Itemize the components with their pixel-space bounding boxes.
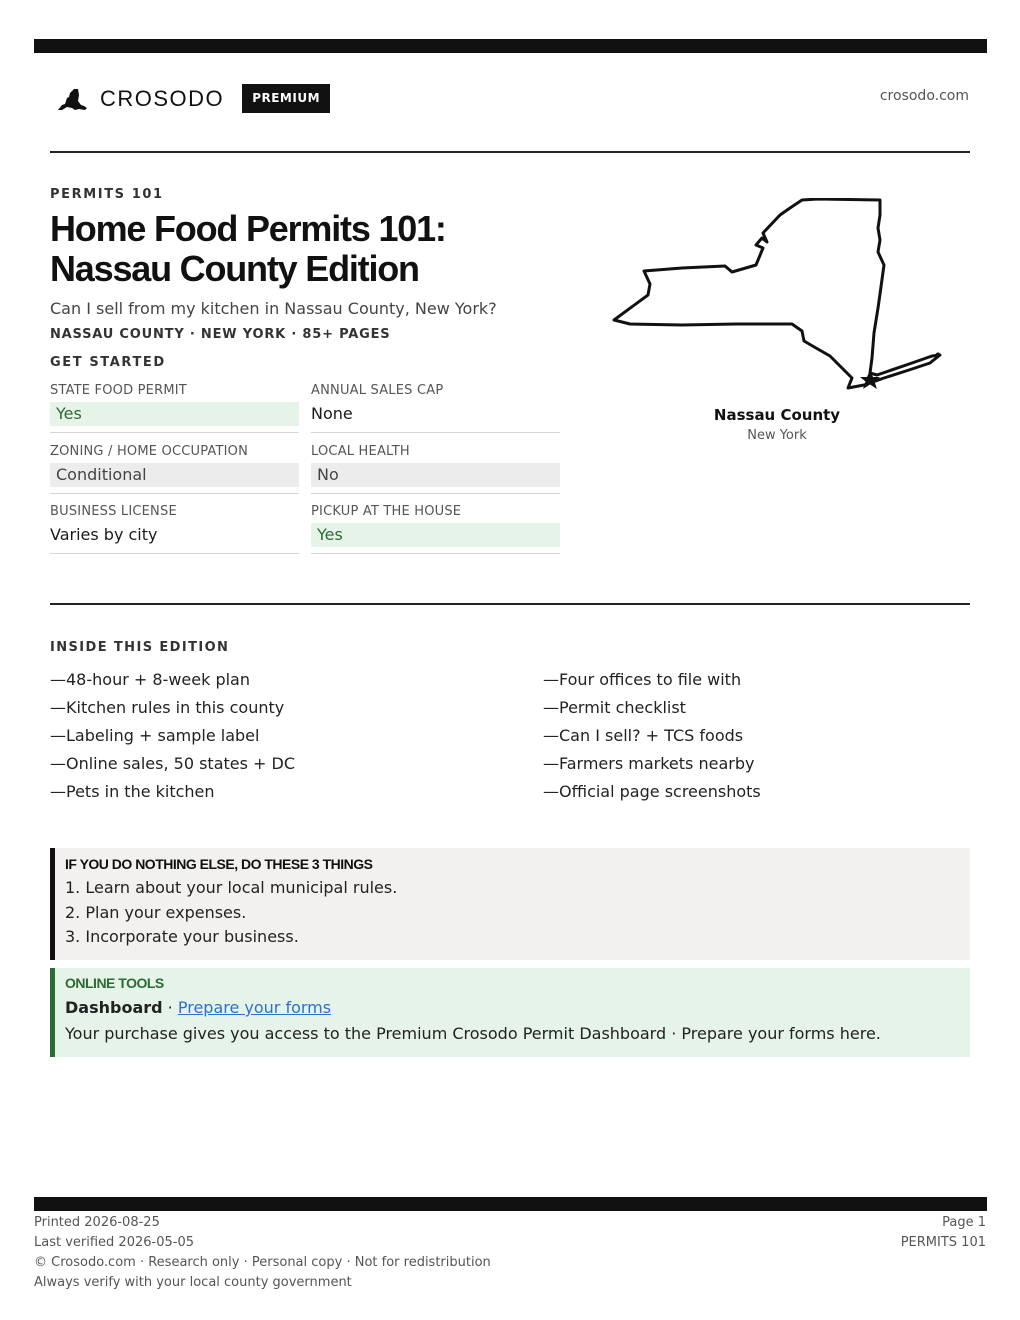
separator: · — [162, 998, 178, 1017]
fact-local-health — [311, 444, 560, 494]
list-item: —Farmers markets nearby — [543, 754, 755, 773]
bottom-bar — [34, 1197, 987, 1211]
list-item: 3. Incorporate your business. — [65, 927, 299, 946]
state-outline-map — [612, 198, 942, 393]
list-item: —Can I sell? + TCS foods — [543, 726, 744, 745]
inside-list-left — [50, 666, 295, 806]
list-item: —Four offices to file with — [543, 670, 742, 689]
section-kicker: PERMITS 101 — [50, 187, 164, 202]
fact-label: STATE FOOD PERMIT — [50, 383, 187, 398]
verified-date: Last verified 2026-05-05 — [34, 1235, 194, 1250]
top-bar — [34, 39, 987, 53]
fact-label: LOCAL HEALTH — [311, 444, 410, 459]
brand[interactable] — [54, 84, 330, 113]
fact-label: ZONING / HOME OCCUPATION — [50, 444, 249, 459]
list-item: —Permit checklist — [543, 698, 686, 717]
dashboard-label: Dashboard — [65, 998, 163, 1017]
printed-date: Printed 2026-08-25 — [34, 1215, 160, 1230]
fact-zoning — [50, 444, 299, 494]
site-url[interactable]: crosodo.com — [879, 88, 969, 104]
footer-right — [901, 1213, 986, 1253]
premium-badge: PREMIUM — [242, 84, 330, 113]
disclaimer: Always verify with your local county government — [34, 1275, 352, 1290]
get-started-heading: GET STARTED — [50, 355, 166, 370]
callout-title: IF YOU DO NOTHING ELSE, DO THESE 3 THINGS — [65, 856, 373, 872]
fact-value: None — [311, 404, 353, 423]
list-item: —Online sales, 50 states + DC — [50, 754, 296, 773]
map-county-label: Nassau County — [713, 406, 841, 424]
fact-state-food-permit — [50, 383, 299, 433]
fact-value: Yes — [50, 402, 299, 426]
page-number: Page 1 — [942, 1215, 986, 1230]
fact-business-license — [50, 504, 299, 554]
list-item: 1. Learn about your local municipal rules. — [65, 878, 398, 897]
fact-pickup-at-house — [311, 504, 560, 554]
inside-edition-heading: INSIDE THIS EDITION — [50, 640, 230, 655]
fact-value: Yes — [311, 523, 560, 547]
tools-description: Your purchase gives you access to the Premium Crosodo Permit Dashboard · Prepare your forms here. — [65, 1024, 881, 1043]
header-divider — [50, 151, 970, 153]
list-item: —Kitchen rules in this county — [50, 698, 285, 717]
fact-label: PICKUP AT THE HOUSE — [311, 504, 462, 519]
section-divider — [50, 603, 970, 605]
three-things-callout — [50, 848, 970, 960]
callout-title: ONLINE TOOLS — [65, 975, 164, 991]
list-item: 2. Plan your expenses. — [65, 902, 247, 922]
page-title: Home Food Permits 101: Nassau County Edition — [50, 208, 446, 289]
fact-value: No — [311, 463, 560, 487]
fact-label: BUSINESS LICENSE — [50, 504, 177, 519]
brand-name: CROSODO — [100, 85, 225, 111]
prepare-forms-link[interactable]: Prepare your forms — [177, 998, 332, 1017]
fact-annual-sales-cap — [311, 383, 560, 433]
fact-value: Varies by city — [50, 525, 158, 544]
footer-section: PERMITS 101 — [900, 1235, 986, 1250]
online-tools-callout — [50, 968, 970, 1057]
edition-meta: NASSAU COUNTY · NEW YORK · 85+ PAGES — [50, 327, 391, 342]
inside-list-right — [543, 666, 761, 806]
page-subtitle: Can I sell from my kitchen in Nassau County, New York? — [50, 299, 497, 318]
list-item: —Pets in the kitchen — [50, 782, 215, 801]
three-things-list — [65, 876, 960, 950]
fact-label: ANNUAL SALES CAP — [311, 383, 444, 398]
list-item: —Official page screenshots — [543, 782, 761, 801]
new-york-state-silhouette-icon — [54, 86, 88, 112]
dashboard-line — [65, 995, 960, 1021]
list-item: —48-hour + 8-week plan — [50, 670, 250, 689]
footer-left — [34, 1213, 491, 1293]
fact-value: Conditional — [50, 463, 299, 487]
page-header — [50, 80, 970, 114]
copyright-notice: © Crosodo.com · Research only · Personal copy · Not for redistribution — [34, 1255, 491, 1270]
map-state-label: New York — [747, 428, 807, 443]
list-item: —Labeling + sample label — [50, 726, 260, 745]
new-york-state-outline — [614, 199, 940, 388]
